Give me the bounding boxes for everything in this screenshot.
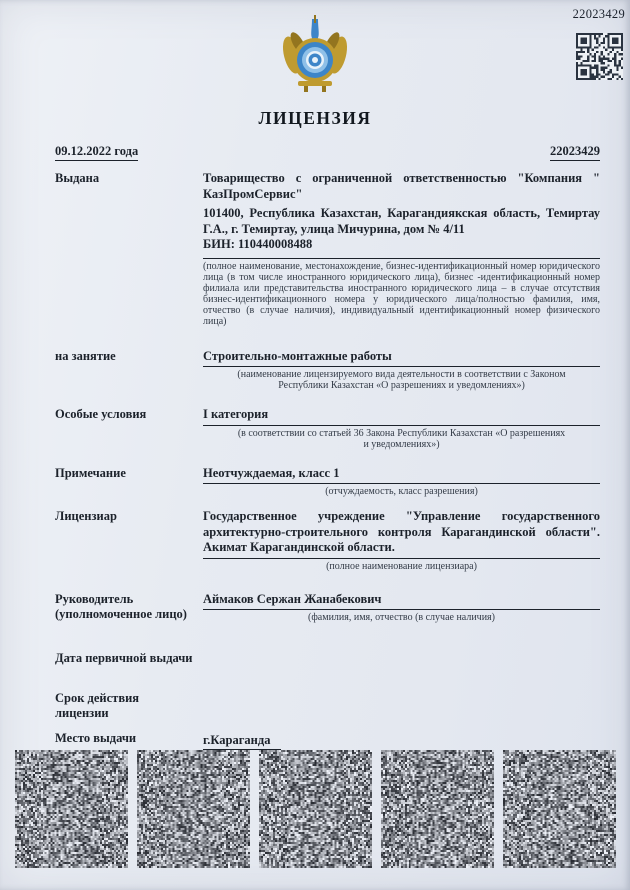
field-head bbox=[55, 592, 600, 624]
field-note bbox=[55, 466, 600, 498]
security-pattern-block bbox=[503, 750, 616, 868]
field-caption: (в соответствии со статьей 36 Закона Республики Казахстан «О разрешениях и уведомлениях») bbox=[237, 427, 566, 450]
field-label: Место выдачи bbox=[55, 730, 137, 745]
field-label: Особые условия bbox=[55, 407, 147, 421]
licensor-value: Государственное учреждение "Управление государственного архитектурно-строительного контроля Карагандинской области". Акимат Карагандинской области. bbox=[203, 509, 600, 559]
issue-place-value: г.Караганда bbox=[203, 733, 281, 751]
page-title: ЛИЦЕНЗИЯ bbox=[258, 108, 372, 128]
field-label: Руководитель (уполномоченное лицо) bbox=[55, 591, 187, 621]
license-number: 22023429 bbox=[550, 144, 600, 161]
company-address: 101400, Республика Казахстан, Карагандиякская область, Темиртау Г.А., г. Темиртау, улица Мичурина, дом № 4/11 bbox=[203, 206, 600, 236]
field-label: Срок действия лицензии bbox=[55, 690, 140, 720]
company-bin: БИН: 110440008488 bbox=[203, 237, 313, 251]
field-caption: (полное наименование лицензиара) bbox=[326, 560, 477, 572]
security-pattern-block bbox=[137, 750, 250, 868]
field-label: Лицензиар bbox=[55, 509, 117, 523]
field-special-conditions bbox=[55, 407, 600, 450]
security-pattern-block bbox=[381, 750, 494, 868]
field-licensor bbox=[55, 509, 600, 572]
company-name: Товарищество с ограниченной ответственностью "Компания " КазПромСервис" bbox=[203, 171, 600, 201]
field-label: Дата первичной выдачи bbox=[55, 651, 193, 665]
field-issue-place bbox=[55, 731, 600, 751]
field-caption: (наименование лицензируемого вида деятельности в соответствии с Законом Республики Казахстан «О разрешениях и уведомлениях») bbox=[237, 369, 566, 391]
field-validity bbox=[55, 691, 600, 722]
issue-date: 09.12.2022 года bbox=[55, 144, 138, 161]
date-number-row bbox=[55, 144, 600, 161]
field-first-issue-date bbox=[55, 651, 600, 667]
field-issued-to bbox=[55, 171, 600, 327]
field-activity bbox=[55, 349, 600, 392]
security-pattern-block bbox=[15, 750, 128, 868]
special-conditions-value: I категория bbox=[203, 407, 600, 426]
kazakhstan-emblem-icon bbox=[278, 13, 352, 95]
field-caption: (фамилия, имя, отчество (в случае наличия) bbox=[308, 612, 495, 623]
field-label: Примечание bbox=[55, 465, 126, 480]
security-pattern-strip bbox=[15, 750, 616, 868]
field-caption: (полное наименование, местонахождение, бизнес-идентификационный номер юридического лица (в том числе иностранного юридического лица), бизнес -идентификационный номер филиала или представительства иностранного юридического лица – в случае отсутствия бизнес-идентификационного номера у юридического лица/полностью фамилия, имя, отчество (в случае наличия), индивидуальный идентификационный номер физического лица) bbox=[203, 260, 600, 327]
note-value: Неотчуждаемая, класс 1 bbox=[203, 466, 600, 485]
field-caption: (отчуждаемость, класс разрешения) bbox=[325, 486, 478, 497]
field-label: Выдана bbox=[55, 171, 100, 185]
field-label: на занятие bbox=[55, 348, 116, 363]
document-number-top: 22023429 bbox=[572, 7, 625, 21]
security-pattern-block bbox=[259, 750, 372, 868]
qr-code-icon bbox=[576, 33, 623, 80]
head-value: Аймаков Сержан Жанабекович bbox=[203, 592, 600, 611]
activity-value: Строительно-монтажные работы bbox=[203, 349, 600, 368]
